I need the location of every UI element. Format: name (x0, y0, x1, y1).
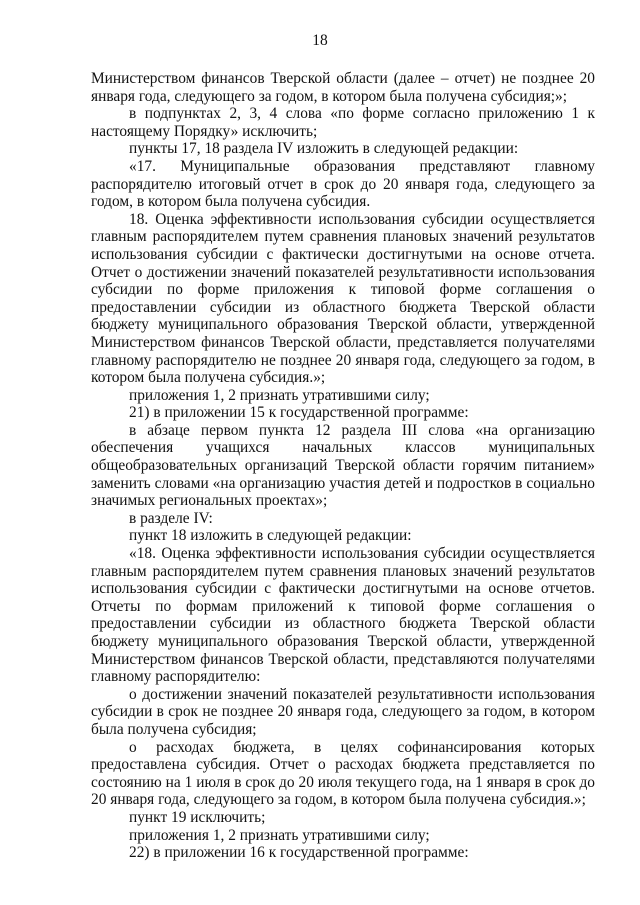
paragraph: о достижении значений показателей результативности использования субсидии в срок не позднее 20 января года, следующего за годом, в котором была получена субсидия; (91, 685, 595, 738)
paragraph: о расходах бюджета, в целях софинансирования которых предоставлена субсидия. Отчет о расходах бюджета представляется по состоянию на 1 июля в срок до 20 июля текущего года, на 1 января в срок до 20 января года, следующего за годом, в котором была получена субсидия.»; (91, 738, 595, 809)
paragraph-continuation: Министерством финансов Тверской области (далее – отчет) не позднее 20 января года, следующего за годом, в котором была получена субсидия;»; (91, 70, 595, 105)
document-body (91, 70, 595, 862)
paragraph: пункт 19 исключить; (129, 808, 266, 826)
paragraph: 22) в приложении 16 к государственной программе: (129, 844, 469, 862)
paragraph: приложения 1, 2 признать утратившими силу; (129, 826, 430, 844)
paragraph: «17. Муниципальные образования представляют главному распорядителю итоговый отчет в срок до 20 января года, следующего за годом, в котором была получена субсидия. (91, 157, 595, 211)
paragraph: 21) в приложении 15 к государственной программе: (129, 404, 469, 422)
paragraph: в абзаце первом пункта 12 раздела III слова «на организацию обеспечения учащихся начальных классов муниципальных общеобразовательных организаций Тверской области горячим питанием» заменить словами «на организацию участия детей и подростков в социально значимых региональных проектах»; (91, 421, 595, 510)
paragraph: приложения 1, 2 признать утратившими силу; (129, 386, 430, 404)
paragraph: «18. Оценка эффективности использования субсидии осуществляется главным распорядителем путем сравнения плановых значений результатов использования субсидии с фактически достигнутыми на основе отчетов. Отчеты по формам приложений к типовой форме соглашения о предоставлении субсидии из областного бюджета Тверской области бюджету муниципального образования Тверской области, утвержденной Министерством финансов Тверской области, представляются получателями главному распорядителю: (91, 545, 595, 686)
paragraph: в подпунктах 2, 3, 4 слова «по форме согласно приложению 1 к настоящему Порядку» исключить; (91, 105, 595, 140)
paragraph: пункт 18 изложить в следующей редакции: (129, 527, 412, 545)
paragraph: пункты 17, 18 раздела IV изложить в следующей редакции: (129, 140, 519, 158)
paragraph: в разделе IV: (129, 509, 213, 527)
paragraph: 18. Оценка эффективности использования субсидии осуществляется главным распорядителем путем сравнения плановых значений результатов использования субсидии с фактически достигнутыми на основе отчета. Отчет о достижении значений показателей результативности использования субсидии по форме приложения к типовой форме соглашения о предоставлении субсидии из областного бюджета Тверской области бюджету муниципального образования Тверской области, утвержденной Министерством финансов Тверской области, представляется получателями главному распорядителю не позднее 20 января года, следующего за годом, в котором была получена субсидия.»; (91, 210, 595, 387)
page-number: 18 (312, 32, 328, 49)
